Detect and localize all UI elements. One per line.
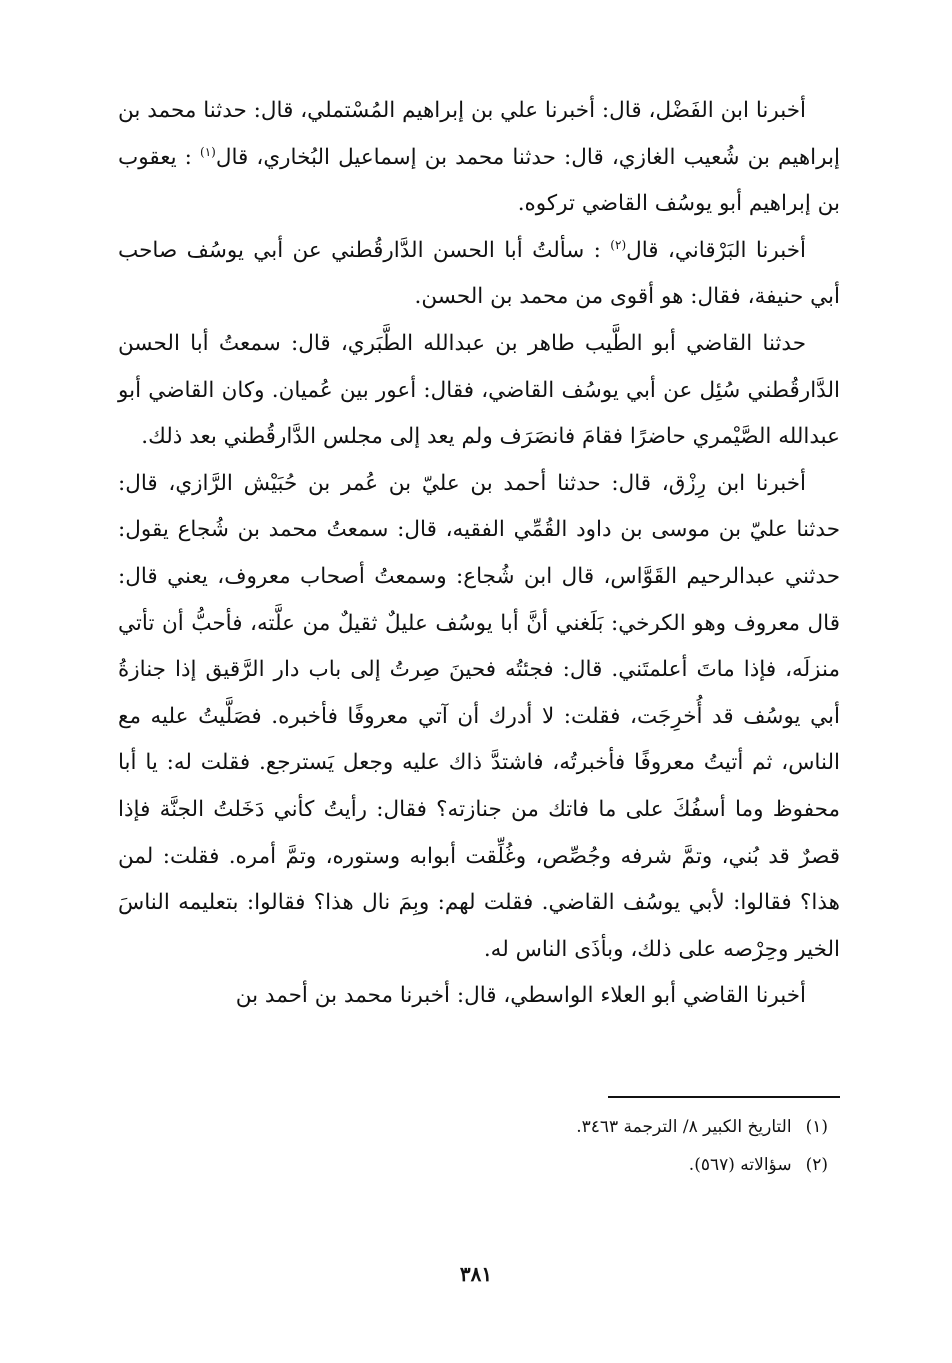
footnote-2 xyxy=(400,1146,828,1184)
footnote-1 xyxy=(400,1108,828,1146)
paragraph-1-text-before: أخبرنا ابن الفَضْل، قال: أخبرنا علي بن إبراهيم المُسْتملي، قال: حدثنا محمد بن إبراهيم بن شُعيب الغازي، قال: حدثنا محمد بن إسماعيل البُخاري، قال xyxy=(118,98,840,170)
footnote-1-number: (١) xyxy=(805,1117,828,1137)
footnote-2-text: سؤالاته (٥٦٧). xyxy=(688,1155,792,1175)
paragraph-2-text-after: : سألتُ أبا الحسن الدَّارقُطني عن أبي يوسُف صاحب أبي حنيفة، فقال: هو أقوى من محمد بن الحسن. xyxy=(118,237,840,310)
paragraph-1-text-after: : يعقوب بن إبراهيم أبو يوسُف القاضي تركوه. xyxy=(118,144,840,217)
footnote-divider xyxy=(608,1096,840,1098)
paragraph-4: أخبرنا ابن رِزْق، قال: حدثنا أحمد بن عليّ بن عُمر بن حُبَيْش الرَّازي، قال: حدثنا عليّ بن موسى بن داود القُمِّي الفقيه، قال: سمعتُ محمد بن شُجاع يقول: حدثني عبدالرحيم القَوَّاس، قال ابن شُجاع: وسمعتُ أصحاب معروف، يعني قال: قال معروف وهو الكرخي: بَلَغني أنَّ أبا يوسُف عليلٌ ثقيلٌ من علَّته، فأحبُّ أن تأتي منزلَه، فإذا ماتَ أعلمتَني. قال: فجئتُه فحينَ صِرتُ إلى باب دار الرَّقيق إذا جنازةُ أبي يوسُف قد أُخرِجَت، فقلت: لا أدرك أن آتي معروفًا فأخبره. فصَلَّيتُ عليه مع الناس، ثم أتيتُ معروفًا فأخبرتُه، فاشتدَّ ذاك عليه وجعل يَسترجع. فقلت له: يا أبا محفوظ وما أسفُكَ على ما فاتك من جنازته؟ فقال: رأيتُ كأني دَخَلتُ الجنَّة فإذا قصرٌ قد بُني، وتمَّ شرفه وجُصِّص، وغُلِّقت أبوابه وستوره، وتمَّ أمره. فقلت: لمن هذا؟ فقالوا: لأبي يوسُف القاضي. فقلت لهم: وبِمَ نال هذا؟ فقالوا: بتعليمه الناسَ الخير وحِرْصه على ذلك، وبأذَى الناس له. xyxy=(118,470,840,962)
footnotes-section xyxy=(400,1108,828,1184)
paragraph-3: حدثنا القاضي أبو الطَّيب طاهر بن عبدالله الطَّبَري، قال: سمعتُ أبا الحسن الدَّارقُطني سُئِل عن أبي يوسُف القاضي، فقال: أعور بين عُميان. وكان القاضي أبو عبدالله الصَّيْمري حاضرًا فقامَ فانصَرَف ولم يعد إلى مجلس الدَّارقُطني بعد ذلك. xyxy=(118,330,840,450)
footnote-2-number: (٢) xyxy=(805,1155,828,1175)
footnote-ref-2[interactable]: (٢) xyxy=(610,237,627,252)
main-text-block xyxy=(118,88,840,1020)
paragraph-2 xyxy=(118,228,840,321)
footnote-1-text: التاريخ الكبير ٨/ الترجمة ٣٤٦٣. xyxy=(576,1117,792,1137)
paragraph-1 xyxy=(118,88,840,228)
footnote-ref-1[interactable]: (١) xyxy=(200,144,216,159)
paragraph-5: أخبرنا القاضي أبو العلاء الواسطي، قال: أخبرنا محمد بن أحمد بن xyxy=(235,983,806,1009)
paragraph-2-text-before: أخبرنا البَرْقاني، قال xyxy=(626,237,806,263)
page-number: ٣٨١ xyxy=(459,1262,493,1286)
